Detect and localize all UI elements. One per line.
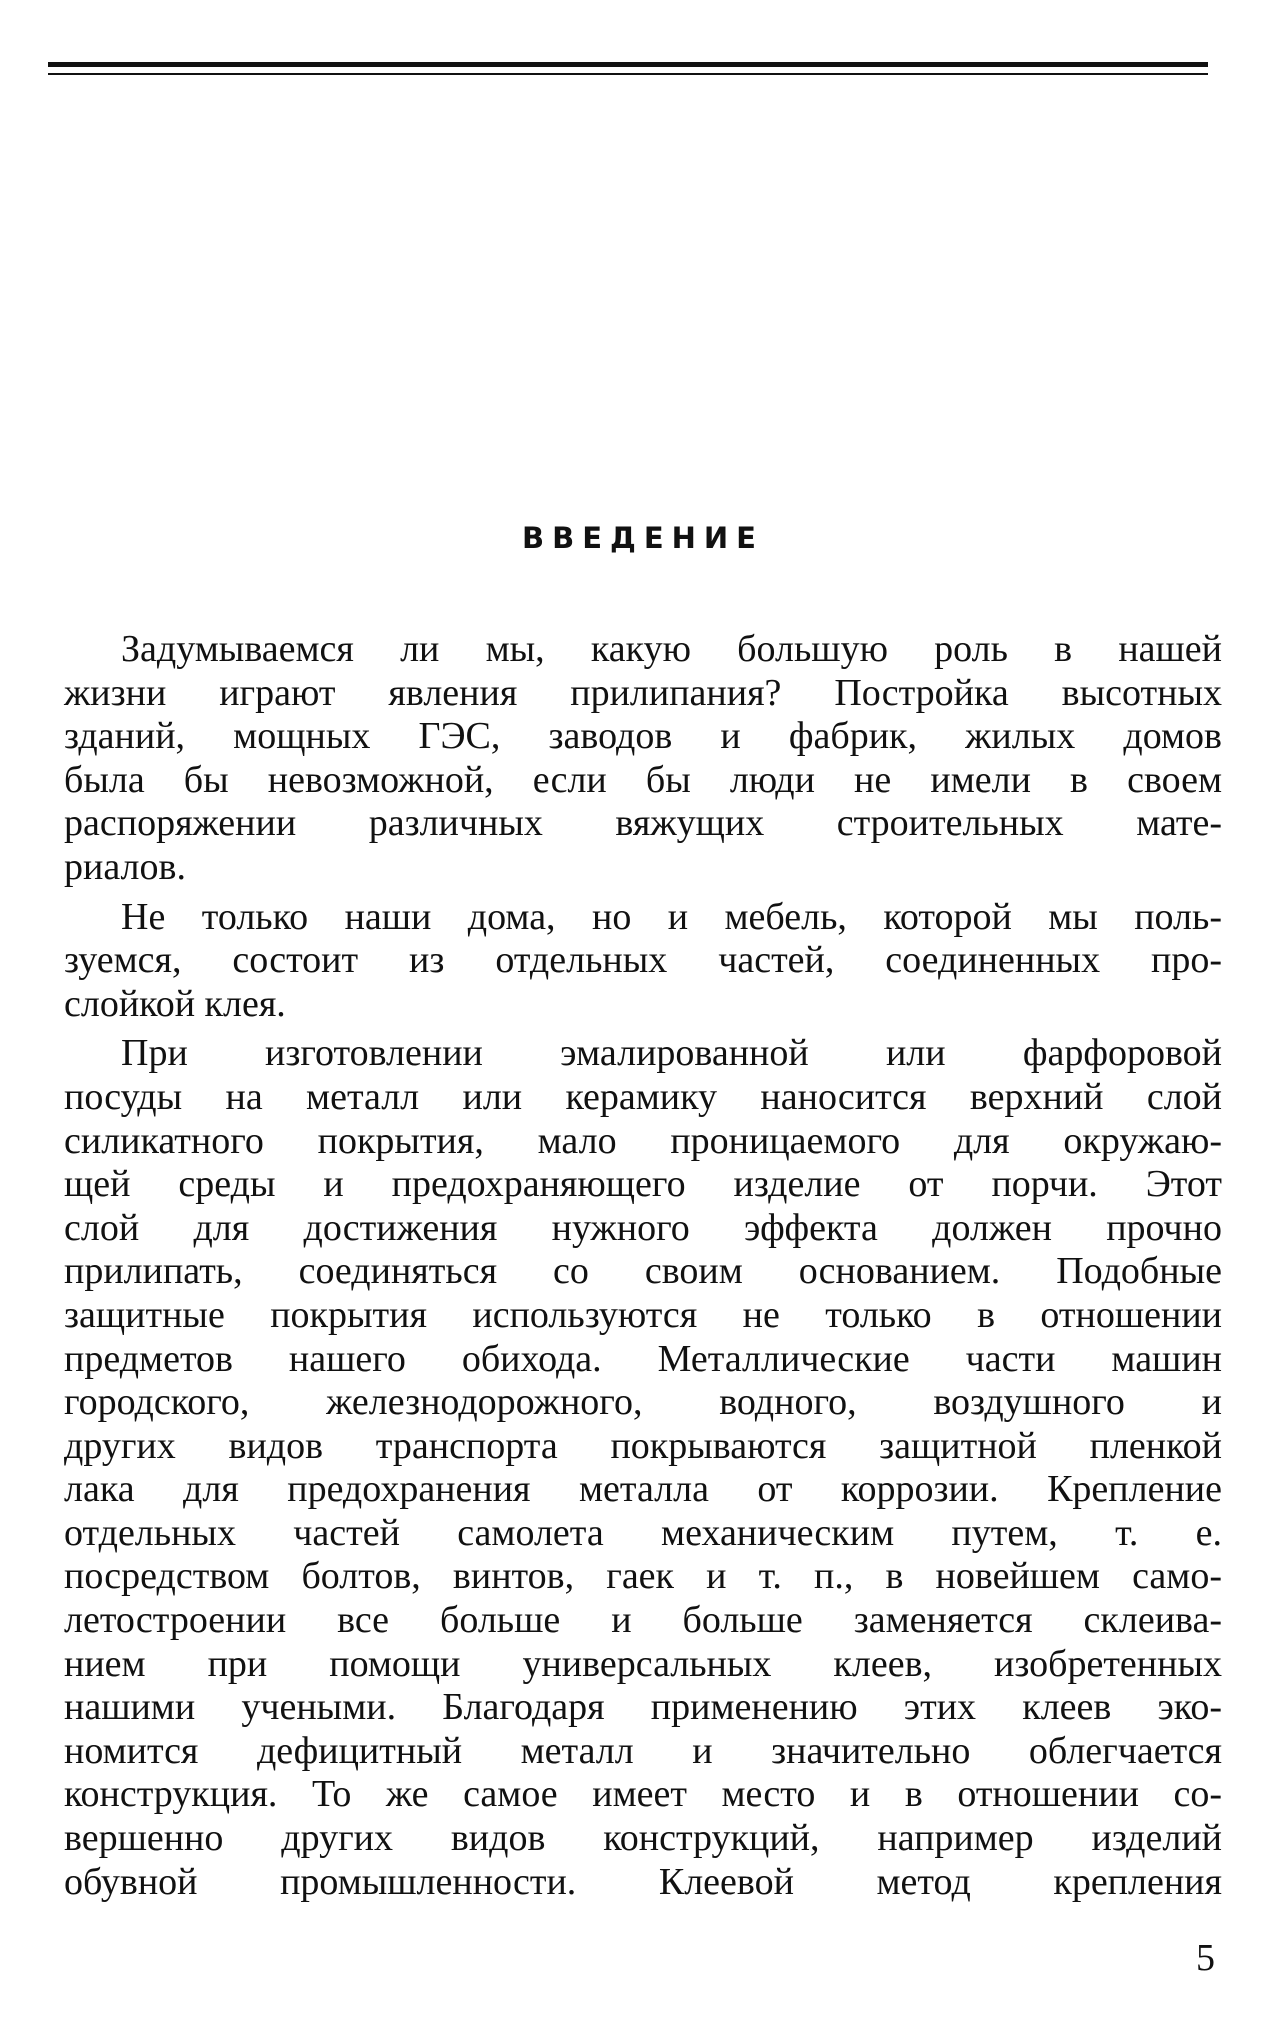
- text-line: Не только наши дома, но и мебель, которой мы поль-: [121, 895, 1222, 938]
- text-line: распоряжении различных вяжущих строительных мате-: [64, 802, 1222, 845]
- text-line: прилипать, соединяться со своим основанием. Подобные: [64, 1250, 1222, 1293]
- text-line: обувной промышленности. Клеевой метод крепления: [64, 1860, 1222, 1903]
- text-line: отдельных частей самолета механическим путем, т. е.: [64, 1511, 1222, 1554]
- header-rule-thick: [48, 62, 1208, 67]
- text-line: предметов нашего обихода. Металлические части машин: [64, 1337, 1222, 1380]
- paragraph-2: [64, 896, 1222, 1027]
- text-line: нием при помощи универсальных клеев, изобретенных: [64, 1642, 1222, 1685]
- text-line: посредством болтов, винтов, гаек и т. п., в новейшем само-: [64, 1555, 1222, 1598]
- text-line: была бы невозможной, если бы люди не имели в своем: [64, 758, 1222, 801]
- text-line: городского, железнодорожного, водного, воздушного и: [64, 1381, 1222, 1424]
- text-line: летостроении все больше и больше заменяется склеива-: [64, 1599, 1222, 1642]
- header-rule-thin: [48, 73, 1208, 75]
- text-line: нашими учеными. Благодаря применению этих клеев эко-: [64, 1686, 1222, 1729]
- text-line: слой для достижения нужного эффекта должен прочно: [64, 1206, 1222, 1249]
- paragraph-3: [64, 1032, 1222, 1904]
- text-line: слойкой клея.: [64, 982, 286, 1025]
- text-line: силикатного покрытия, мало проницаемого для окружаю-: [64, 1119, 1222, 1162]
- paragraph-1: [64, 628, 1222, 890]
- text-line: защитные покрытия используются не только в отношении: [64, 1293, 1222, 1336]
- text-line: вершенно других видов конструкций, например изделий: [64, 1817, 1222, 1860]
- text-line: зданий, мощных ГЭС, заводов и фабрик, жилых домов: [64, 715, 1222, 758]
- text-line: посуды на металл или керамику наносится верхний слой: [64, 1075, 1222, 1118]
- text-line: Задумываемся ли мы, какую большую роль в нашей: [121, 628, 1222, 670]
- text-line: риалов.: [64, 845, 186, 888]
- text-line: При изготовлении эмалированной или фарфоровой: [121, 1032, 1222, 1075]
- page-number: 5: [1196, 1937, 1215, 1979]
- text-line: конструкция. То же самое имеет место и в отношении со-: [64, 1773, 1222, 1816]
- text-line: жизни играют явления прилипания? Постройка высотных: [64, 671, 1222, 714]
- body-text: [64, 628, 1222, 1910]
- text-line: других видов транспорта покрываются защитной пленкой: [64, 1424, 1222, 1467]
- chapter-heading: ВВЕДЕНИЕ: [521, 521, 764, 555]
- text-line: зуемся, состоит из отдельных частей, соединенных про-: [64, 939, 1222, 982]
- text-line: номится дефицитный металл и значительно облегчается: [64, 1729, 1222, 1772]
- text-line: лака для предохранения металла от коррозии. Крепление: [64, 1468, 1222, 1511]
- text-line: щей среды и предохраняющего изделие от порчи. Этот: [64, 1163, 1222, 1206]
